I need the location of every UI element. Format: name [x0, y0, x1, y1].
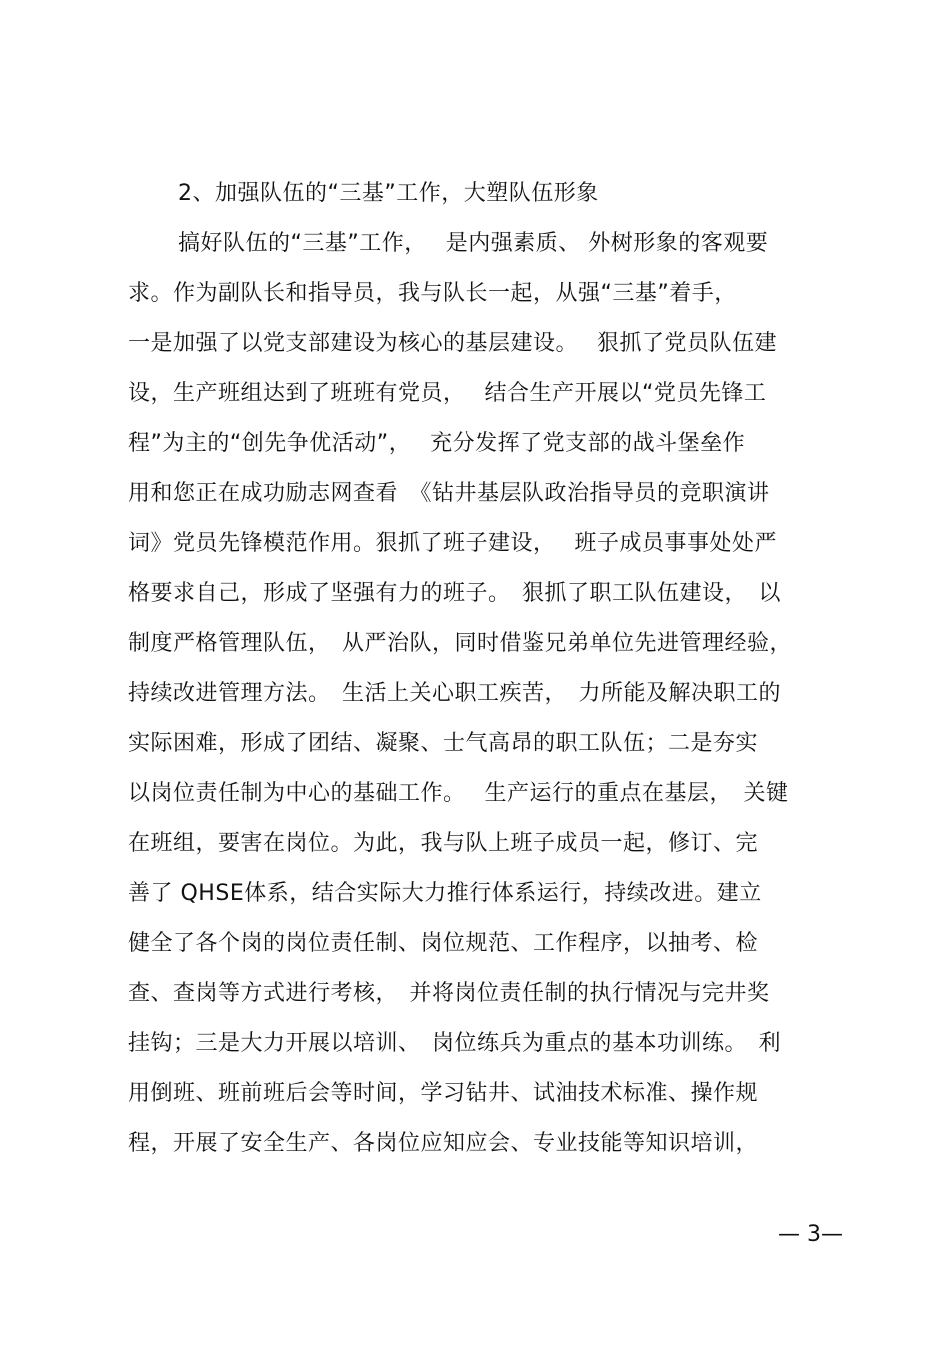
paragraph-line: 程，开展了安全生产、各岗位应知应会、专业技能等知识培训，	[128, 1131, 759, 1156]
paragraph-line: 查、查岗等方式进行考核， 并将岗位责任制的执行情况与完井奖	[128, 981, 770, 1006]
paragraph-line: 设，生产班组达到了班班有党员， 结合生产开展以“党员先锋工	[128, 381, 767, 406]
page-number: — 3—	[778, 1222, 843, 1247]
paragraph-line: 善了 QHSE体系，结合实际大力推行体系运行，持续改进。建立	[128, 881, 762, 906]
paragraph-line: 实际困难，形成了团结、凝聚、士气高昂的职工队伍；二是夯实	[128, 731, 759, 756]
paragraph-line: 用和您正在成功励志网查看 《钻井基层队政治指导员的竞职演讲	[128, 481, 770, 506]
paragraph-line: 以岗位责任制为中心的基础工作。 生产运行的重点在基层， 关键	[128, 781, 789, 806]
paragraph-line: 求。作为副队长和指导员，我与队长一起，从强“三基”着手，	[128, 281, 737, 306]
paragraph-line: 健全了各个岗的岗位责任制、岗位规范、工作程序，以抽考、检	[128, 931, 759, 956]
paragraph-line: 一是加强了以党支部建设为核心的基层建设。 狠抓了党员队伍建	[128, 331, 777, 356]
paragraph-line: 搞好队伍的“三基”工作， 是内强素质、 外树形象的客观要	[178, 231, 769, 256]
paragraph-line: 制度严格管理队伍， 从严治队，同时借鉴兄弟单位先进管理经验，	[128, 631, 793, 656]
paragraph-line: 程”为主的“创先争优活动”， 充分发挥了党支部的战斗堡垒作	[128, 431, 746, 456]
paragraph-line: 用倒班、班前班后会等时间，学习钻井、试油技术标准、操作规	[128, 1081, 759, 1106]
paragraph-line: 格要求自己，形成了坚强有力的班子。 狠抓了职工队伍建设， 以	[128, 581, 782, 606]
section-heading: 2、加强队伍的“三基”工作，大塑队伍形象	[178, 181, 599, 206]
paragraph-line: 词》党员先锋模范作用。狠抓了班子建设， 班子成员事事处处严	[128, 531, 777, 556]
paragraph-line: 在班组，要害在岗位。为此，我与队上班子成员一起，修订、完	[128, 831, 759, 856]
paragraph-line: 挂钩；三是大力开展以培训、 岗位练兵为重点的基本功训练。 利	[128, 1031, 782, 1056]
paragraph-line: 持续改进管理方法。 生活上关心职工疾苦， 力所能及解决职工的	[128, 681, 782, 706]
